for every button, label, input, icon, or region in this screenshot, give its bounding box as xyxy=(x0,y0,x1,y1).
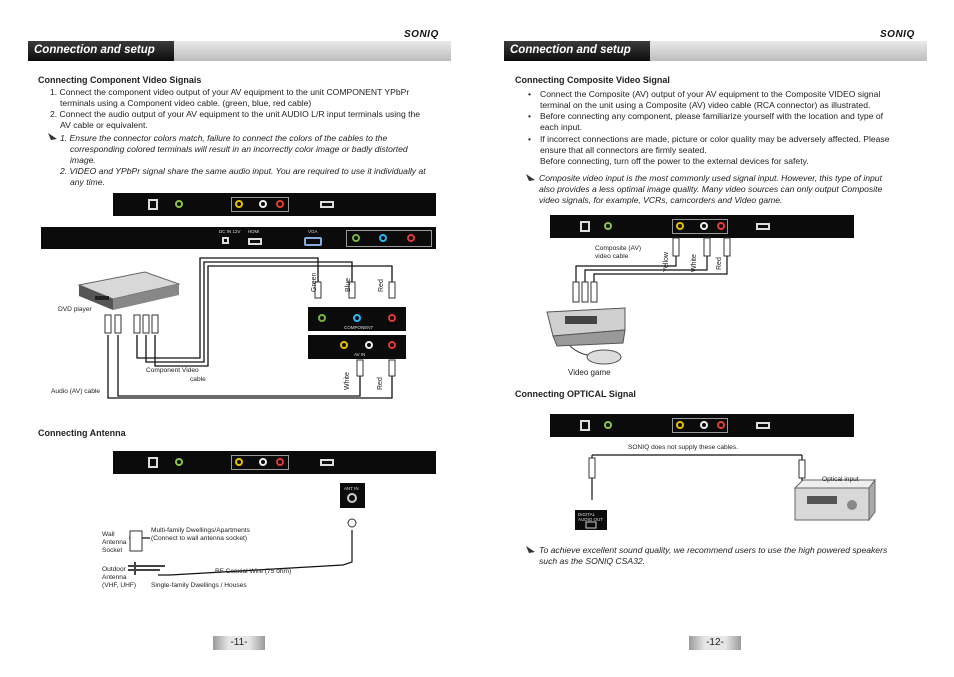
cable-label-yellow: Yellow xyxy=(663,252,670,272)
bullet-dot: • xyxy=(528,111,532,121)
component-note-1c: image. xyxy=(70,155,96,165)
component-step-2a: 2. Connect the audio output of your AV equipment to the unit AUDIO L/R input terminals using the xyxy=(50,109,421,119)
cable-label-green: Green xyxy=(311,272,318,292)
jack-icon xyxy=(676,421,684,429)
tv-side-panel-antenna xyxy=(113,451,436,474)
usb-port-icon xyxy=(148,457,158,468)
game-console-icon xyxy=(547,308,625,364)
composite-note-3: video signals, for example, VCRs, camcorders and Video game. xyxy=(539,195,783,205)
ant-in-label: ANT IN xyxy=(344,486,359,491)
outdoor-label-3: (VHF, UHF) xyxy=(102,582,137,589)
vga-label: VGA xyxy=(308,229,318,234)
component-step-1b: terminals using a Component video cable. (green, blue, red cable) xyxy=(60,98,312,108)
composite-bullet-1a: Connect the Composite (AV) output of your AV equipment to the Composite VIDEO signal xyxy=(540,89,881,99)
component-note-1b: corresponding colored terminals will result in an incorrectly color image or badly distorted xyxy=(70,144,408,154)
cable-label-blue: Blue xyxy=(345,277,352,292)
composite-bullet-2a: Before connecting any component, please familiarize yourself with the location and type of xyxy=(540,111,883,121)
jack-icon xyxy=(175,458,183,466)
video-game-label: Video game xyxy=(568,368,611,377)
coax-wire-label: RF Coaxial Wire (75 ohm) xyxy=(215,568,292,575)
component-note-2a: 2. VIDEO and YPbPr signal share the same audio input. You are required to use it individually at xyxy=(60,166,426,176)
outdoor-label-2: Antenna xyxy=(102,574,127,581)
optical-heading: Connecting OPTICAL Signal xyxy=(515,389,636,399)
right-brand-logo: SONIQ xyxy=(880,29,915,40)
cable-label-red: Red xyxy=(716,257,723,270)
tv-side-panel-optical xyxy=(550,414,854,437)
optical-note-1: To achieve excellent sound quality, we recommend users to use the high powered speakers xyxy=(539,545,888,555)
composite-bullet-1b: terminal on the unit using a Composite (AV) video cable (RCA connector) as illustrated. xyxy=(540,100,871,110)
composite-cable-label-2: video cable xyxy=(595,253,629,260)
supply-note-label: SONIQ does not supply these cables. xyxy=(628,444,738,451)
component-heading: Connecting Component Video Signais xyxy=(38,75,202,85)
component-step-2b: AV cable or equivalent. xyxy=(60,120,148,130)
page-number-right: -12- xyxy=(689,636,741,650)
left-brand-logo: SONIQ xyxy=(404,29,439,40)
composite-note-2: also provides a less optimal image quality. Many video sources can only output Composite xyxy=(539,184,883,194)
cable-label-white: White xyxy=(691,254,698,272)
dvd-player-label: DVD player xyxy=(58,306,92,313)
component-note-2b: any time. xyxy=(70,177,105,187)
av-in-label: AV IN xyxy=(354,352,366,357)
composite-bullet-2b: each input. xyxy=(540,122,583,132)
dc-in-label: DC IN 12V xyxy=(219,229,241,234)
antenna-heading: Connecting Antenna xyxy=(38,428,126,438)
jack-icon xyxy=(276,458,284,466)
jack-icon xyxy=(235,458,243,466)
audio-cable-label: Audio (AV) cable xyxy=(51,388,100,395)
receiver-icon xyxy=(795,480,875,520)
component-cable-label-1: Component Video xyxy=(146,367,199,374)
composite-note-1: Composite video input is the most commonly used signal input. However, this type of input xyxy=(539,173,882,183)
bullet-dot: • xyxy=(528,89,532,99)
digital-audio-out-label: DIGITAL AUDIO OUT xyxy=(578,512,604,522)
jack-icon xyxy=(604,421,612,429)
composite-bullet-3b: ensure that all connectors are firmly seated. xyxy=(540,145,707,155)
component-step-1a: 1. Connect the component video output of your AV equipment to the unit COMPONENT YPbPr xyxy=(50,87,410,97)
composite-optical-wiring-diagram xyxy=(477,0,954,677)
wall-label-2: Antenna xyxy=(102,539,127,546)
cable-label-red: Red xyxy=(378,279,385,292)
component-cable-label-2: cable xyxy=(190,376,206,383)
bullet-dot: • xyxy=(528,134,532,144)
left-section-title: Connection and setup xyxy=(28,41,174,61)
single-family-label: Single-family Dwellings / Houses xyxy=(151,582,247,589)
page-number-left: -11- xyxy=(213,636,265,650)
component-note-1a: 1. Ensure the connector colors match, failure to connect the colors of the cables to the xyxy=(60,133,388,143)
jack-icon xyxy=(717,421,725,429)
composite-heading: Connecting Composite Video Signal xyxy=(515,75,670,85)
note-pencil-icon xyxy=(526,546,535,553)
composite-cable-label-1: Composite (AV) xyxy=(595,245,642,252)
jack-icon xyxy=(259,458,267,466)
composite-bullet-3a: If incorrect connections are made, picture or color quality may be adversely affected. Please xyxy=(540,134,890,144)
multi-family-label-2: (Connect to wall antenna socket) xyxy=(151,535,248,542)
component-label: COMPONENT xyxy=(344,325,374,330)
cable-label-white: White xyxy=(344,372,351,390)
outdoor-label-1: Outdoor xyxy=(102,566,126,573)
optical-input-label: Optical input xyxy=(822,476,859,483)
multi-family-label-1: Multi-family Dwellings/Apartments xyxy=(151,527,250,534)
jack-icon xyxy=(700,421,708,429)
optical-note-2: such as the SONIQ CSA32. xyxy=(539,556,646,566)
composite-safety-note: Before connecting, turn off the power to the external devices for safety. xyxy=(540,156,809,166)
coax-jack-icon xyxy=(347,493,357,503)
usb-port-icon xyxy=(580,420,590,431)
ant-in-panel xyxy=(340,483,365,508)
hdmi-label: HDMI xyxy=(248,229,260,234)
cable-label-red-audio: Red xyxy=(377,377,384,390)
hdmi-port-icon xyxy=(756,422,770,429)
wall-label-1: Wall xyxy=(102,531,115,538)
right-section-title: Connection and setup xyxy=(504,41,650,61)
hdmi-port-icon xyxy=(320,459,334,466)
wall-label-3: Socket xyxy=(102,547,123,554)
dvd-player-icon xyxy=(79,272,179,310)
